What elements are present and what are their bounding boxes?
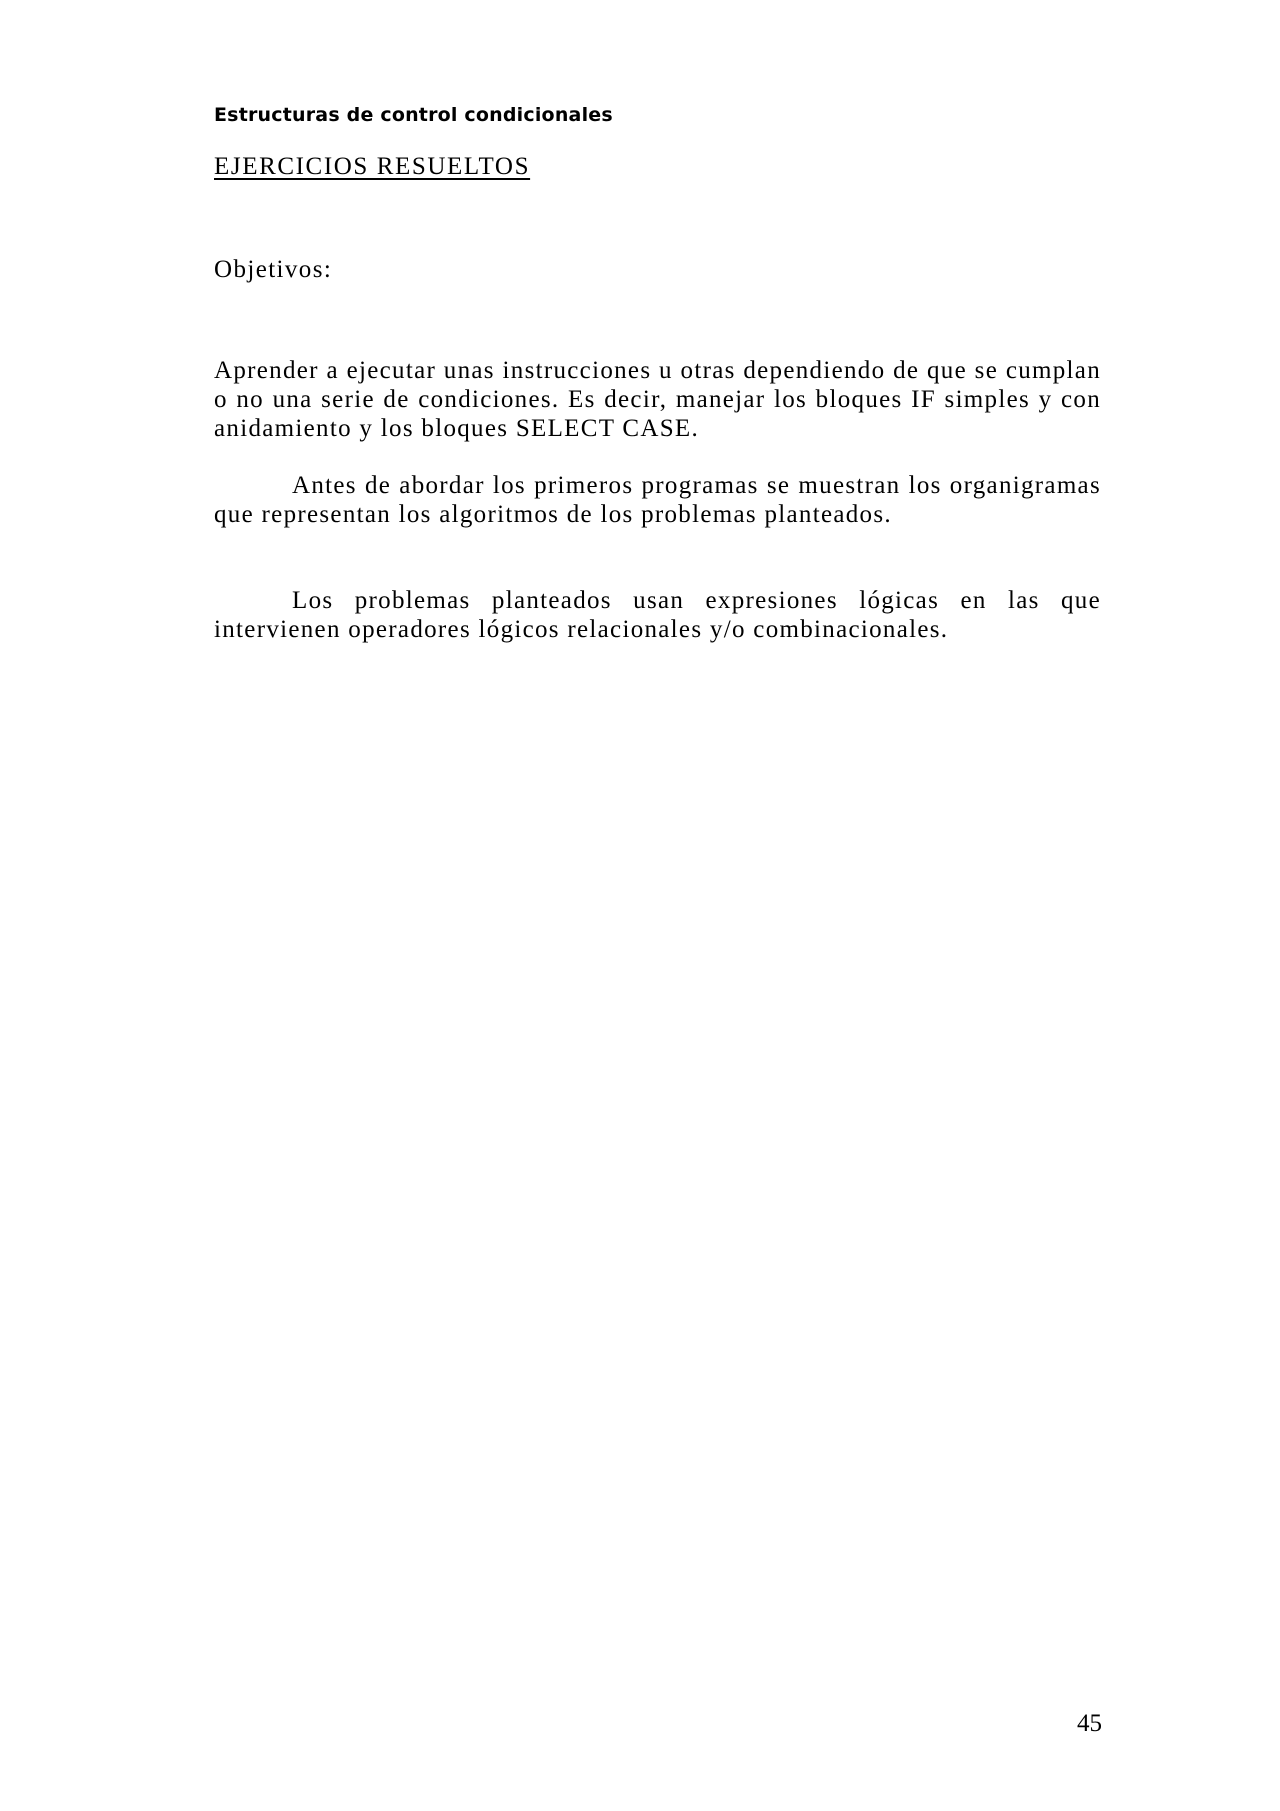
running-header: Estructuras de control condicionales [214, 104, 613, 126]
objectives-label: Objetivos: [214, 256, 333, 283]
paragraph-objectives: Aprender a ejecutar unas instrucciones u otras dependiendo de que se cumplan o no una serie de condiciones. Es decir, manejar los bloques IF simples y con anidamiento y los bloques SELECT CASE. [214, 357, 1101, 442]
paragraph-logical-expressions: Los problemas planteados usan expresiones lógicas en las que intervienen operadores lógicos relacionales y/o combinacionales. [214, 587, 1101, 643]
section-title: EJERCICIOS RESUELTOS [214, 153, 531, 180]
page-number: 45 [1077, 1710, 1102, 1737]
paragraph-flowcharts: Antes de abordar los primeros programas se muestran los organigramas que representan los algoritmos de los problemas planteados. [214, 472, 1101, 528]
